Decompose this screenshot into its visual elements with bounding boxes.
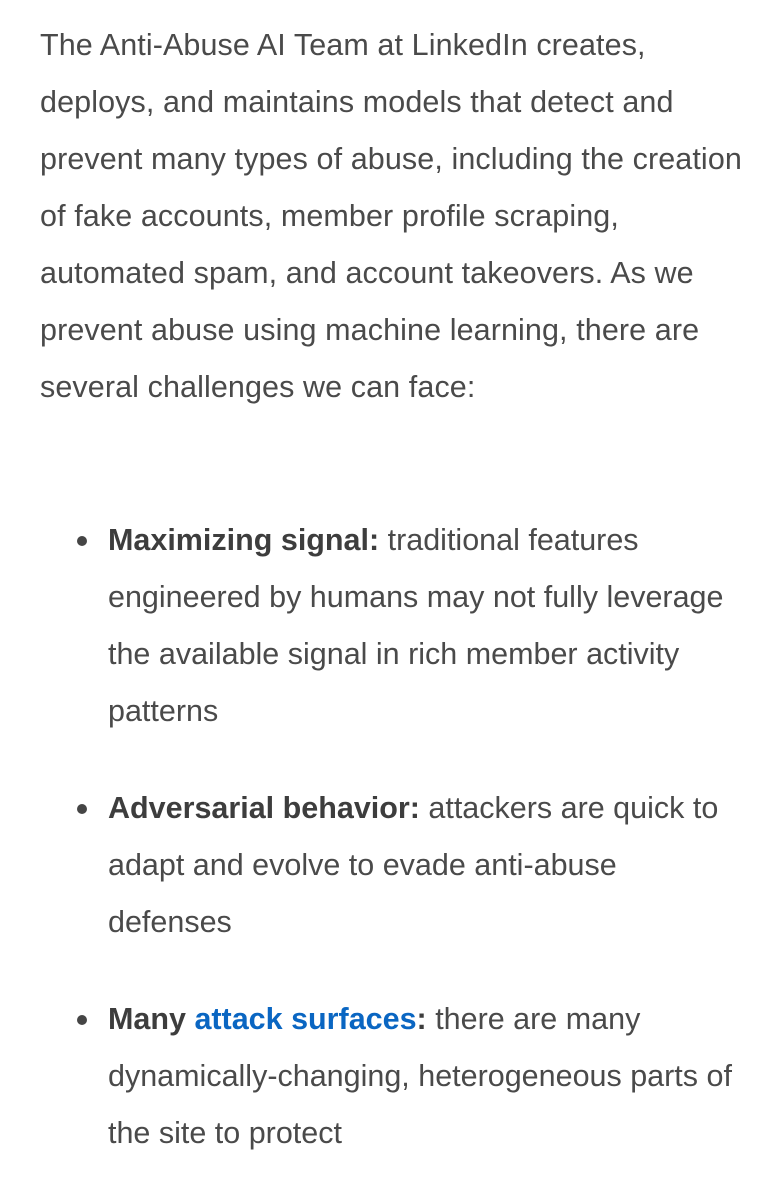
intro-paragraph: The Anti-Abuse AI Team at LinkedIn creates, deploys, and maintains models that detect and prevent many types of abuse, including the creation of fake accounts, member profile scraping, automated spam, and account takeovers. As we prevent abuse using machine learning, there are several challenges we can face: [40,28,742,404]
challenge-term-prefix: Many [108,1002,195,1036]
list-item-text [108,780,748,951]
challenge-term: Maximizing signal: [108,523,380,557]
challenge-description: attackers are quick to adapt and evolve to evade anti-abuse defenses [108,791,719,939]
list-item-text [108,512,748,740]
article-body [40,17,765,416]
challenge-description: there are many dynamically-changing, heterogeneous parts of the site to protect [108,1002,732,1150]
attack-surfaces-link[interactable]: attack surfaces [194,1002,417,1036]
bullet-icon [77,1015,87,1025]
challenge-description: traditional features engineered by humans may not fully leverage the available signal in rich member activity patterns [108,523,724,728]
bullet-icon [77,804,87,814]
challenge-term-suffix: : [416,1002,427,1036]
bullet-icon [77,536,87,546]
list-item-text [108,991,748,1162]
challenge-term: Adversarial behavior: [108,791,420,825]
